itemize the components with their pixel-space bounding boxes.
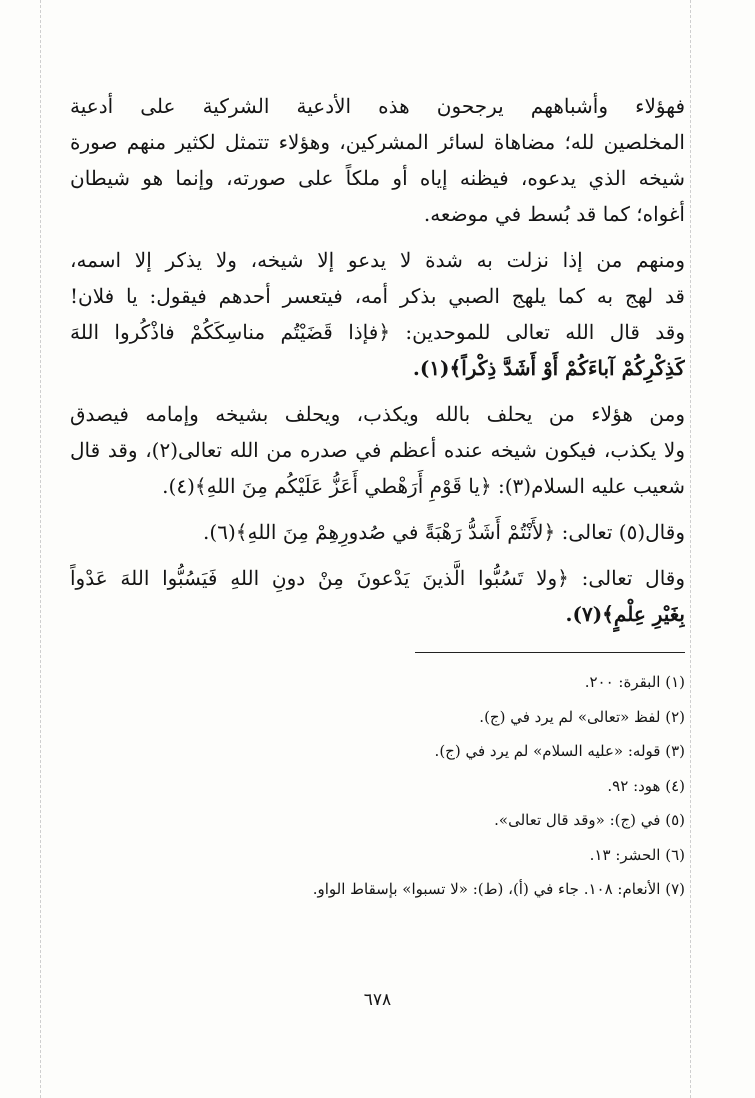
text-line: المخلصين لله؛ مضاهاة لسائر المشركين، وهؤلاء تتمثل لكثير منهم صورة [70, 130, 685, 154]
text-line: بِغَيْرِ عِلْمٍ﴾(٧). [565, 602, 685, 626]
paragraph-2 [70, 242, 685, 386]
text-line: ولا يكذب، فيكون شيخه عنده أعظم في صدره من الله تعالى(٢)، وقد قال [70, 438, 685, 462]
page-edge-line-right [690, 0, 691, 1098]
text-line: وقال تعالى: ﴿ولا تَسُبُّوا الَّذينَ يَدْعونَ مِنْ دونِ اللهِ فَيَسُبُّوا اللهَ عَدْواً [70, 566, 685, 590]
paragraph-1 [70, 88, 685, 232]
text-line: شيخه الذي يدعوه، فيظنه إياه أو ملكاً على صورته، وإنما هو شيطان [70, 166, 685, 190]
text-line: فهؤلاء وأشباههم يرجحون هذه الأدعية الشركية على أدعية [70, 94, 685, 118]
paragraph-4 [70, 514, 685, 550]
footnote-5: (٥) في (ج): «وقد قال تعالى». [494, 811, 685, 829]
footnotes [70, 665, 685, 907]
page-number: ٦٧٨ [363, 990, 392, 1010]
text-line: كَذِكْرِكُمْ آباءَكُمْ أَوْ أَشَدَّ ذِكْراً﴾(١). [412, 356, 685, 380]
text-line: أغواه؛ كما قد بُسط في موضعه. [423, 202, 685, 226]
text-line: ومنهم من إذا نزلت به شدة لا يدعو إلا شيخه، ولا يذكر إلا اسمه، [70, 248, 685, 272]
paragraph-3 [70, 396, 685, 504]
paragraph-5 [70, 560, 685, 632]
text-line: قد لهج به كما يلهج الصبي بذكر أمه، فيتعسر أحدهم فيقول: يا فلان! [70, 284, 685, 308]
page-body [70, 88, 685, 907]
text-line: وقال(٥) تعالى: ﴿لأَنْتُمْ أَشَدُّ رَهْبَةً في صُدورِهِمْ مِنَ اللهِ﴾(٦). [203, 520, 685, 544]
page-edge-line-left [40, 0, 41, 1098]
footnote-separator [415, 652, 685, 653]
footnote-3: (٣) قوله: «عليه السلام» لم يرد في (ج). [434, 742, 685, 760]
footnote-2: (٢) لفظ «تعالى» لم يرد في (ج). [479, 707, 685, 726]
text-line: ومن هؤلاء من يحلف بالله ويكذب، ويحلف بشيخه وإمامه فيصدق [70, 402, 685, 426]
text-line: شعيب عليه السلام(٣): ﴿يا قَوْمِ أَرَهْطي أَعَزُّ عَلَيْكُم مِنَ اللهِ﴾(٤). [162, 474, 685, 498]
text-line: وقد قال الله تعالى للموحدين: ﴿فإذا قَضَيْتُم مناسِكَكُمْ فاذْكُروا اللهَ [70, 320, 685, 344]
footnote-1: (١) البقرة: ٢٠٠. [584, 673, 685, 691]
footnote-6: (٦) الحشر: ١٣. [589, 845, 685, 864]
footnote-4: (٤) هود: ٩٢. [607, 776, 685, 795]
footnote-7: (٧) الأنعام: ١٠٨. جاء في (أ)، (ط): «لا تسبوا» بإسقاط الواو. [312, 880, 685, 898]
